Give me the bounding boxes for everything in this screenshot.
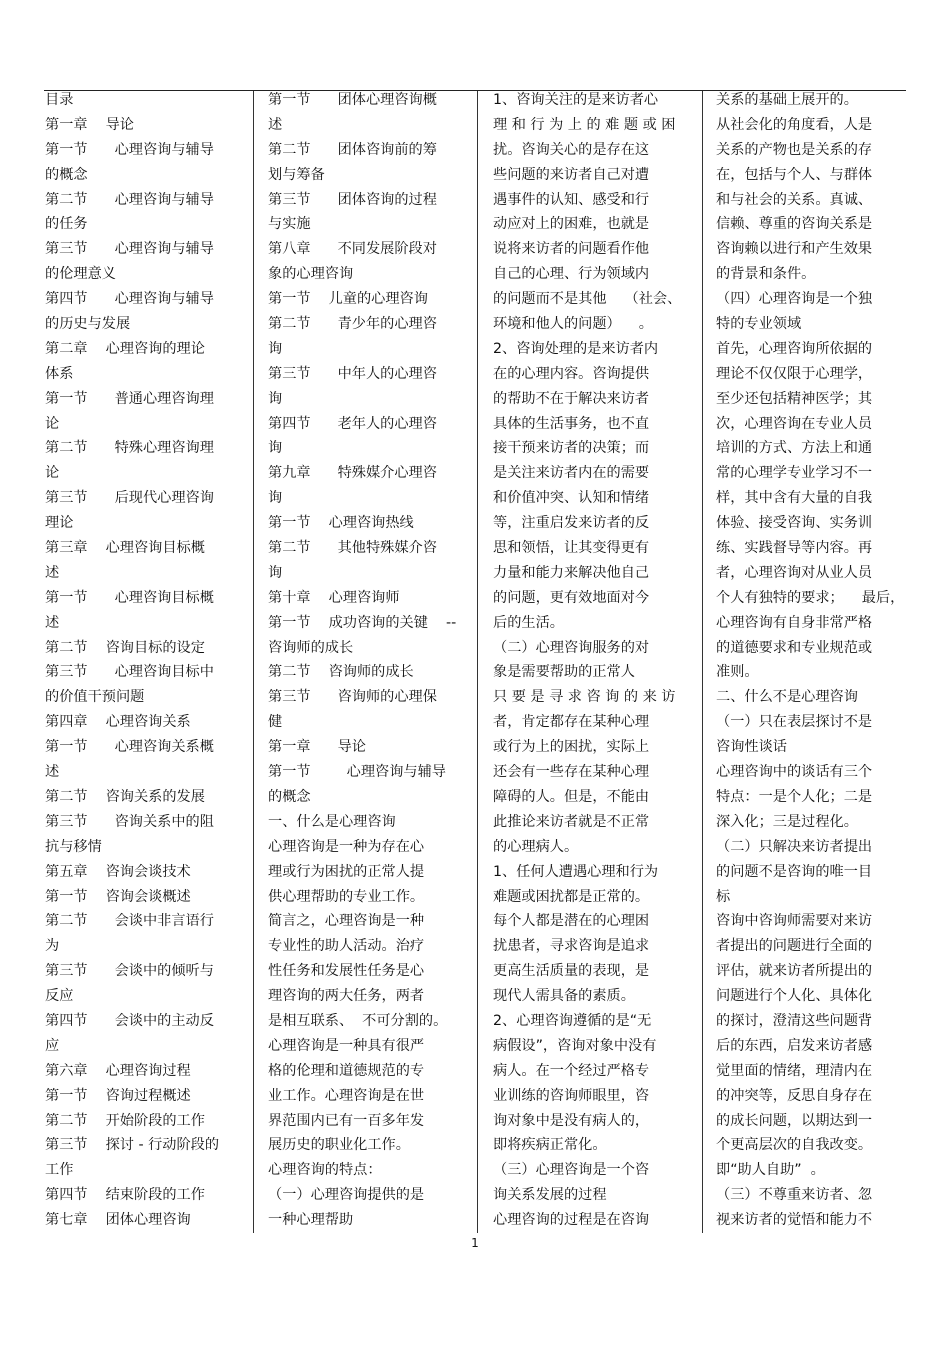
text-line: 述	[45, 764, 60, 781]
text-line: 第二节 其他特殊媒介咨	[268, 540, 437, 557]
text-line: 个人有独特的要求； 最后，	[716, 589, 905, 606]
text-line: 的任务	[45, 216, 88, 233]
text-line: 更高生活质量的表现，是	[493, 963, 650, 980]
text-line: 病人。在一个经过严格专	[493, 1062, 650, 1079]
text-line: 至少还包括精神医学；其	[716, 390, 873, 407]
text-line: 的成长问题，以期达到一	[716, 1112, 873, 1129]
text-line: 第三节 咨询关系中的阻	[45, 813, 214, 830]
text-line: 后的东西，启发来访者感	[716, 1037, 873, 1054]
text-line: 此推论来访者就是不正常	[493, 813, 650, 830]
text-line: 第六章 心理咨询过程	[45, 1062, 191, 1079]
page-number: 1	[471, 1236, 479, 1250]
text-line: 理 和 行 为 上 的 难 题 或 困	[493, 116, 676, 133]
text-line: 的问题而不是其他 （社会、	[493, 291, 682, 308]
text-line: 深入化；三是过程化。	[716, 813, 858, 830]
text-line: 为	[45, 938, 60, 955]
text-line: 具体的生活事务，也不直	[493, 415, 650, 432]
text-line: 的帮助不在于解决来访者	[493, 390, 650, 407]
text-line: 心理咨询是一种为存在心	[268, 838, 425, 855]
text-line: 说将来访者的问题看作他	[493, 241, 650, 258]
text-line: 障碍的人。但是，不能由	[493, 788, 650, 805]
text-line: 反应	[45, 988, 74, 1005]
text-line: 练、实践督导等内容。再	[716, 540, 873, 557]
text-line: 或行为上的困扰，实际上	[493, 739, 650, 756]
text-line: 界范围内已有一百多年发	[268, 1112, 425, 1129]
text-line: 询对象中是没有病人的，	[493, 1112, 650, 1129]
text-line: 自己的心理、行为领域内	[493, 266, 650, 283]
text-line: 专业性的助人活动。治疗	[268, 938, 425, 955]
text-line: （二）只解决来访者提出	[716, 838, 873, 855]
text-line: 第一节 心理咨询关系概	[45, 739, 214, 756]
text-line: 询	[268, 340, 283, 357]
text-line: 的心理病人。	[493, 838, 579, 855]
text-line: 第三节 心理咨询与辅导	[45, 241, 214, 258]
text-line: 的冲突等，反思自身存在	[716, 1087, 873, 1104]
text-line: 和价值冲突、认知和情绪	[493, 490, 650, 507]
text-line: 环境和他人的问题） 。	[493, 316, 653, 333]
text-line: 性任务和发展性任务是心	[268, 963, 425, 980]
text-line: 扰患者，寻求咨询是追求	[493, 938, 650, 955]
text-column-2	[268, 88, 468, 1233]
text-line: 样，其中含有大量的自我	[716, 490, 873, 507]
text-line: 第二节 青少年的心理咨	[268, 316, 437, 333]
text-line: 理咨询的两大任务，两者	[268, 988, 425, 1005]
text-line: 培训的方式、方法上和通	[716, 440, 873, 457]
text-line: 的价值干预问题	[45, 689, 145, 706]
text-line: 心理咨询是一种具有很严	[268, 1037, 425, 1054]
text-line: 业工作。心理咨询是在世	[268, 1087, 425, 1104]
text-line: 第一节 咨询会谈概述	[45, 888, 191, 905]
text-line: 的概念	[45, 166, 88, 183]
text-line: 简言之，心理咨询是一种	[268, 913, 425, 930]
text-line: 询关系发展的过程	[493, 1187, 607, 1204]
text-line: 第一节 儿童的心理咨询	[268, 291, 428, 308]
text-line: 每个人都是潜在的心理困	[493, 913, 650, 930]
text-line: 动应对上的困难，也就是	[493, 216, 650, 233]
text-line: 第十章 心理咨询师	[268, 589, 400, 606]
text-line: 象是需要帮助的正常人	[493, 664, 635, 681]
text-line: 标	[716, 888, 731, 905]
text-line: 者提出的问题进行全面的	[716, 938, 873, 955]
text-line: 在，包括与个人、与群体	[716, 166, 873, 183]
text-line: 觉里面的情绪，理清内在	[716, 1062, 873, 1079]
text-line: 次，心理咨询在专业人员	[716, 415, 873, 432]
text-line: 第四节 会谈中的主动反	[45, 1012, 214, 1029]
text-line: 难题或困扰都是正常的。	[493, 888, 650, 905]
text-column-1	[45, 88, 245, 1233]
text-line: 视来访者的觉悟和能力不	[716, 1212, 873, 1229]
text-line: 从社会化的角度看，人是	[716, 116, 873, 133]
text-line: 力量和能力来解决他自己	[493, 564, 650, 581]
text-line: 第二节 开始阶段的工作	[45, 1112, 205, 1129]
text-line: 二、什么不是心理咨询	[716, 689, 858, 706]
text-line: 是关注来访者内在的需要	[493, 465, 650, 482]
text-line: 后的生活。	[493, 614, 564, 631]
text-line: 论	[45, 415, 60, 432]
text-line: 体验、接受咨询、实务训	[716, 515, 873, 532]
text-line: 者，肯定都存在某种心理	[493, 714, 650, 731]
text-line: 第一节 心理咨询目标概	[45, 589, 214, 606]
text-line: 咨询中咨询师需要对来访	[716, 913, 873, 930]
text-line: 目录	[45, 92, 74, 108]
text-line: 和与社会的关系。真诚、	[716, 191, 873, 208]
text-line: 询	[268, 490, 283, 507]
text-line: 供心理帮助的专业工作。	[268, 888, 425, 905]
text-line: 与实施	[268, 216, 311, 233]
text-line: 首先，心理咨询所依据的	[716, 340, 873, 357]
text-line: 即将疾病正常化。	[493, 1137, 607, 1154]
text-line: 询	[268, 390, 283, 407]
text-line: 咨询性谈话	[716, 739, 787, 756]
text-line: 第二节 特殊心理咨询理	[45, 440, 214, 457]
text-line: 些问题的来访者自己对遭	[493, 166, 650, 183]
text-line: 特的专业领域	[716, 316, 802, 333]
text-line: 第二节 心理咨询与辅导	[45, 191, 214, 208]
text-line: （三）不尊重来访者、忽	[716, 1187, 873, 1204]
text-line: 2、心理咨询遵循的是“无	[493, 1012, 652, 1029]
text-line: 询	[268, 440, 283, 457]
column-divider	[477, 91, 478, 1233]
text-line: 第一节 心理咨询与辅导	[45, 141, 214, 158]
text-line: 评估，就来访者所提出的	[716, 963, 873, 980]
text-line: 的道德要求和专业规范或	[716, 639, 873, 656]
text-line: 论	[45, 465, 60, 482]
text-line: 述	[268, 116, 283, 133]
text-line: 健	[268, 714, 283, 731]
text-line: 格的伦理和道德规范的专	[268, 1062, 425, 1079]
text-line: 准则。	[716, 664, 759, 681]
text-line: 信赖、尊重的咨询关系是	[716, 216, 873, 233]
text-line: 只 要 是 寻 求 咨 询 的 来 访	[493, 689, 676, 706]
text-line: （四）心理咨询是一个独	[716, 291, 873, 308]
text-line: 1、咨询关注的是来访者心	[493, 92, 659, 108]
text-line: 还会有一些存在某种心理	[493, 764, 650, 781]
text-column-3	[493, 88, 693, 1233]
text-line: 象的心理咨询	[268, 266, 354, 283]
text-line: 第四章 心理咨询关系	[45, 714, 191, 731]
text-line: 的背景和条件。	[716, 266, 816, 283]
text-line: 咨询师的成长	[268, 639, 354, 656]
text-line: 第七章 团体心理咨询	[45, 1212, 191, 1229]
text-line: 理或行为困扰的正常人提	[268, 863, 425, 880]
text-line: 心理咨询中的谈话有三个	[716, 764, 873, 781]
text-line: 心理咨询的特点：	[268, 1162, 382, 1179]
text-line: 咨询赖以进行和产生效果	[716, 241, 873, 258]
text-line: 心理咨询有自身非常严格	[716, 614, 873, 631]
text-line: 扰。咨询关心的是存在这	[493, 141, 650, 158]
text-line: 第九章 特殊媒介心理咨	[268, 465, 437, 482]
text-line: 第一章 导论	[268, 739, 366, 756]
text-line: 遇事件的认知、感受和行	[493, 191, 650, 208]
text-line: 关系的产物也是关系的存	[716, 141, 873, 158]
text-line: 第八章 不同发展阶段对	[268, 241, 437, 258]
text-line: 第一节 心理咨询与辅导	[268, 764, 446, 781]
text-line: 病假设”，咨询对象中没有	[493, 1037, 657, 1054]
text-line: 第二节 会谈中非言语行	[45, 913, 214, 930]
text-line: 抗与移情	[45, 838, 102, 855]
text-line: 应	[45, 1037, 60, 1054]
text-column-4	[716, 88, 916, 1233]
text-line: 即“助人自助” 。	[716, 1162, 825, 1179]
text-line: 特点：一是个人化；二是	[716, 788, 873, 805]
text-line: 第一节 成功咨询的关键 --	[268, 614, 457, 631]
text-line: 2、咨询处理的是来访者内	[493, 340, 659, 357]
text-line: 的概念	[268, 788, 311, 805]
text-line: 第三节 团体咨询的过程	[268, 191, 437, 208]
text-line: 第四节 心理咨询与辅导	[45, 291, 214, 308]
text-line: 第三节 心理咨询目标中	[45, 664, 214, 681]
text-line: 第三节 咨询师的心理保	[268, 689, 437, 706]
text-line: 业训练的咨询师眼里，咨	[493, 1087, 650, 1104]
text-line: 的探讨，澄清这些问题背	[716, 1012, 873, 1029]
text-line: 等，注重启发来访者的反	[493, 515, 650, 532]
text-line: 的历史与发展	[45, 316, 131, 333]
text-line: （一）只在表层探讨不是	[716, 714, 873, 731]
text-line: 问题进行个人化、具体化	[716, 988, 873, 1005]
text-line: 理论不仅仅限于心理学，	[716, 365, 873, 382]
text-line: 第二节 团体咨询前的筹	[268, 141, 437, 158]
text-line: 第四节 老年人的心理咨	[268, 415, 437, 432]
text-line: 1、任何人遭遇心理和行为	[493, 863, 659, 880]
text-line: 划与筹备	[268, 166, 325, 183]
text-line: 的问题不是咨询的唯一目	[716, 863, 873, 880]
text-line: 第二节 咨询关系的发展	[45, 788, 205, 805]
text-line: 第三节 会谈中的倾听与	[45, 963, 214, 980]
text-line: （三）心理咨询是一个咨	[493, 1162, 650, 1179]
text-line: 第三节 中年人的心理咨	[268, 365, 437, 382]
text-line: 展历史的职业化工作。	[268, 1137, 410, 1154]
text-line: 述	[45, 564, 60, 581]
text-line: 一种心理帮助	[268, 1212, 354, 1229]
text-line: 第一节 咨询过程概述	[45, 1087, 191, 1104]
text-line: 第五章 咨询会谈技术	[45, 863, 191, 880]
text-line: 理论	[45, 515, 74, 532]
text-line: 第三节 后现代心理咨询	[45, 490, 214, 507]
text-line: （二）心理咨询服务的对	[493, 639, 650, 656]
text-line: 在的心理内容。咨询提供	[493, 365, 650, 382]
text-line: 思和领悟，让其变得更有	[493, 540, 650, 557]
column-divider	[253, 91, 254, 1233]
text-line: 者，心理咨询对从业人员	[716, 564, 873, 581]
text-line: 关系的基础上展开的。	[716, 92, 858, 108]
text-line: 体系	[45, 365, 74, 382]
text-line: 第三节 探讨 - 行动阶段的	[45, 1137, 220, 1154]
text-line: 第二节 咨询师的成长	[268, 664, 414, 681]
text-line: 的问题，更有效地面对今	[493, 589, 650, 606]
text-line: 第一节 团体心理咨询概	[268, 92, 437, 108]
text-line: 第三章 心理咨询目标概	[45, 540, 205, 557]
text-line: 第四节 结束阶段的工作	[45, 1187, 205, 1204]
text-line: 的伦理意义	[45, 266, 116, 283]
text-line: 第二章 心理咨询的理论	[45, 340, 205, 357]
text-line: 一、什么是心理咨询	[268, 813, 396, 830]
text-line: 心理咨询的过程是在咨询	[493, 1212, 650, 1229]
text-line: （一）心理咨询提供的是	[268, 1187, 425, 1204]
text-line: 第一章 导论	[45, 116, 134, 133]
text-line: 第二节 咨询目标的设定	[45, 639, 205, 656]
text-line: 询	[268, 564, 283, 581]
text-line: 是相互联系、 不可分割的。	[268, 1012, 448, 1029]
text-line: 第一节 心理咨询热线	[268, 515, 414, 532]
text-line: 接干预来访者的决策；而	[493, 440, 650, 457]
column-divider	[702, 91, 703, 1233]
text-line: 现代人需具备的素质。	[493, 988, 635, 1005]
text-line: 个更高层次的自我改变。	[716, 1137, 873, 1154]
text-line: 第一节 普通心理咨询理	[45, 390, 214, 407]
text-line: 工作	[45, 1162, 74, 1179]
text-line: 述	[45, 614, 60, 631]
text-line: 常的心理学专业学习不一	[716, 465, 873, 482]
